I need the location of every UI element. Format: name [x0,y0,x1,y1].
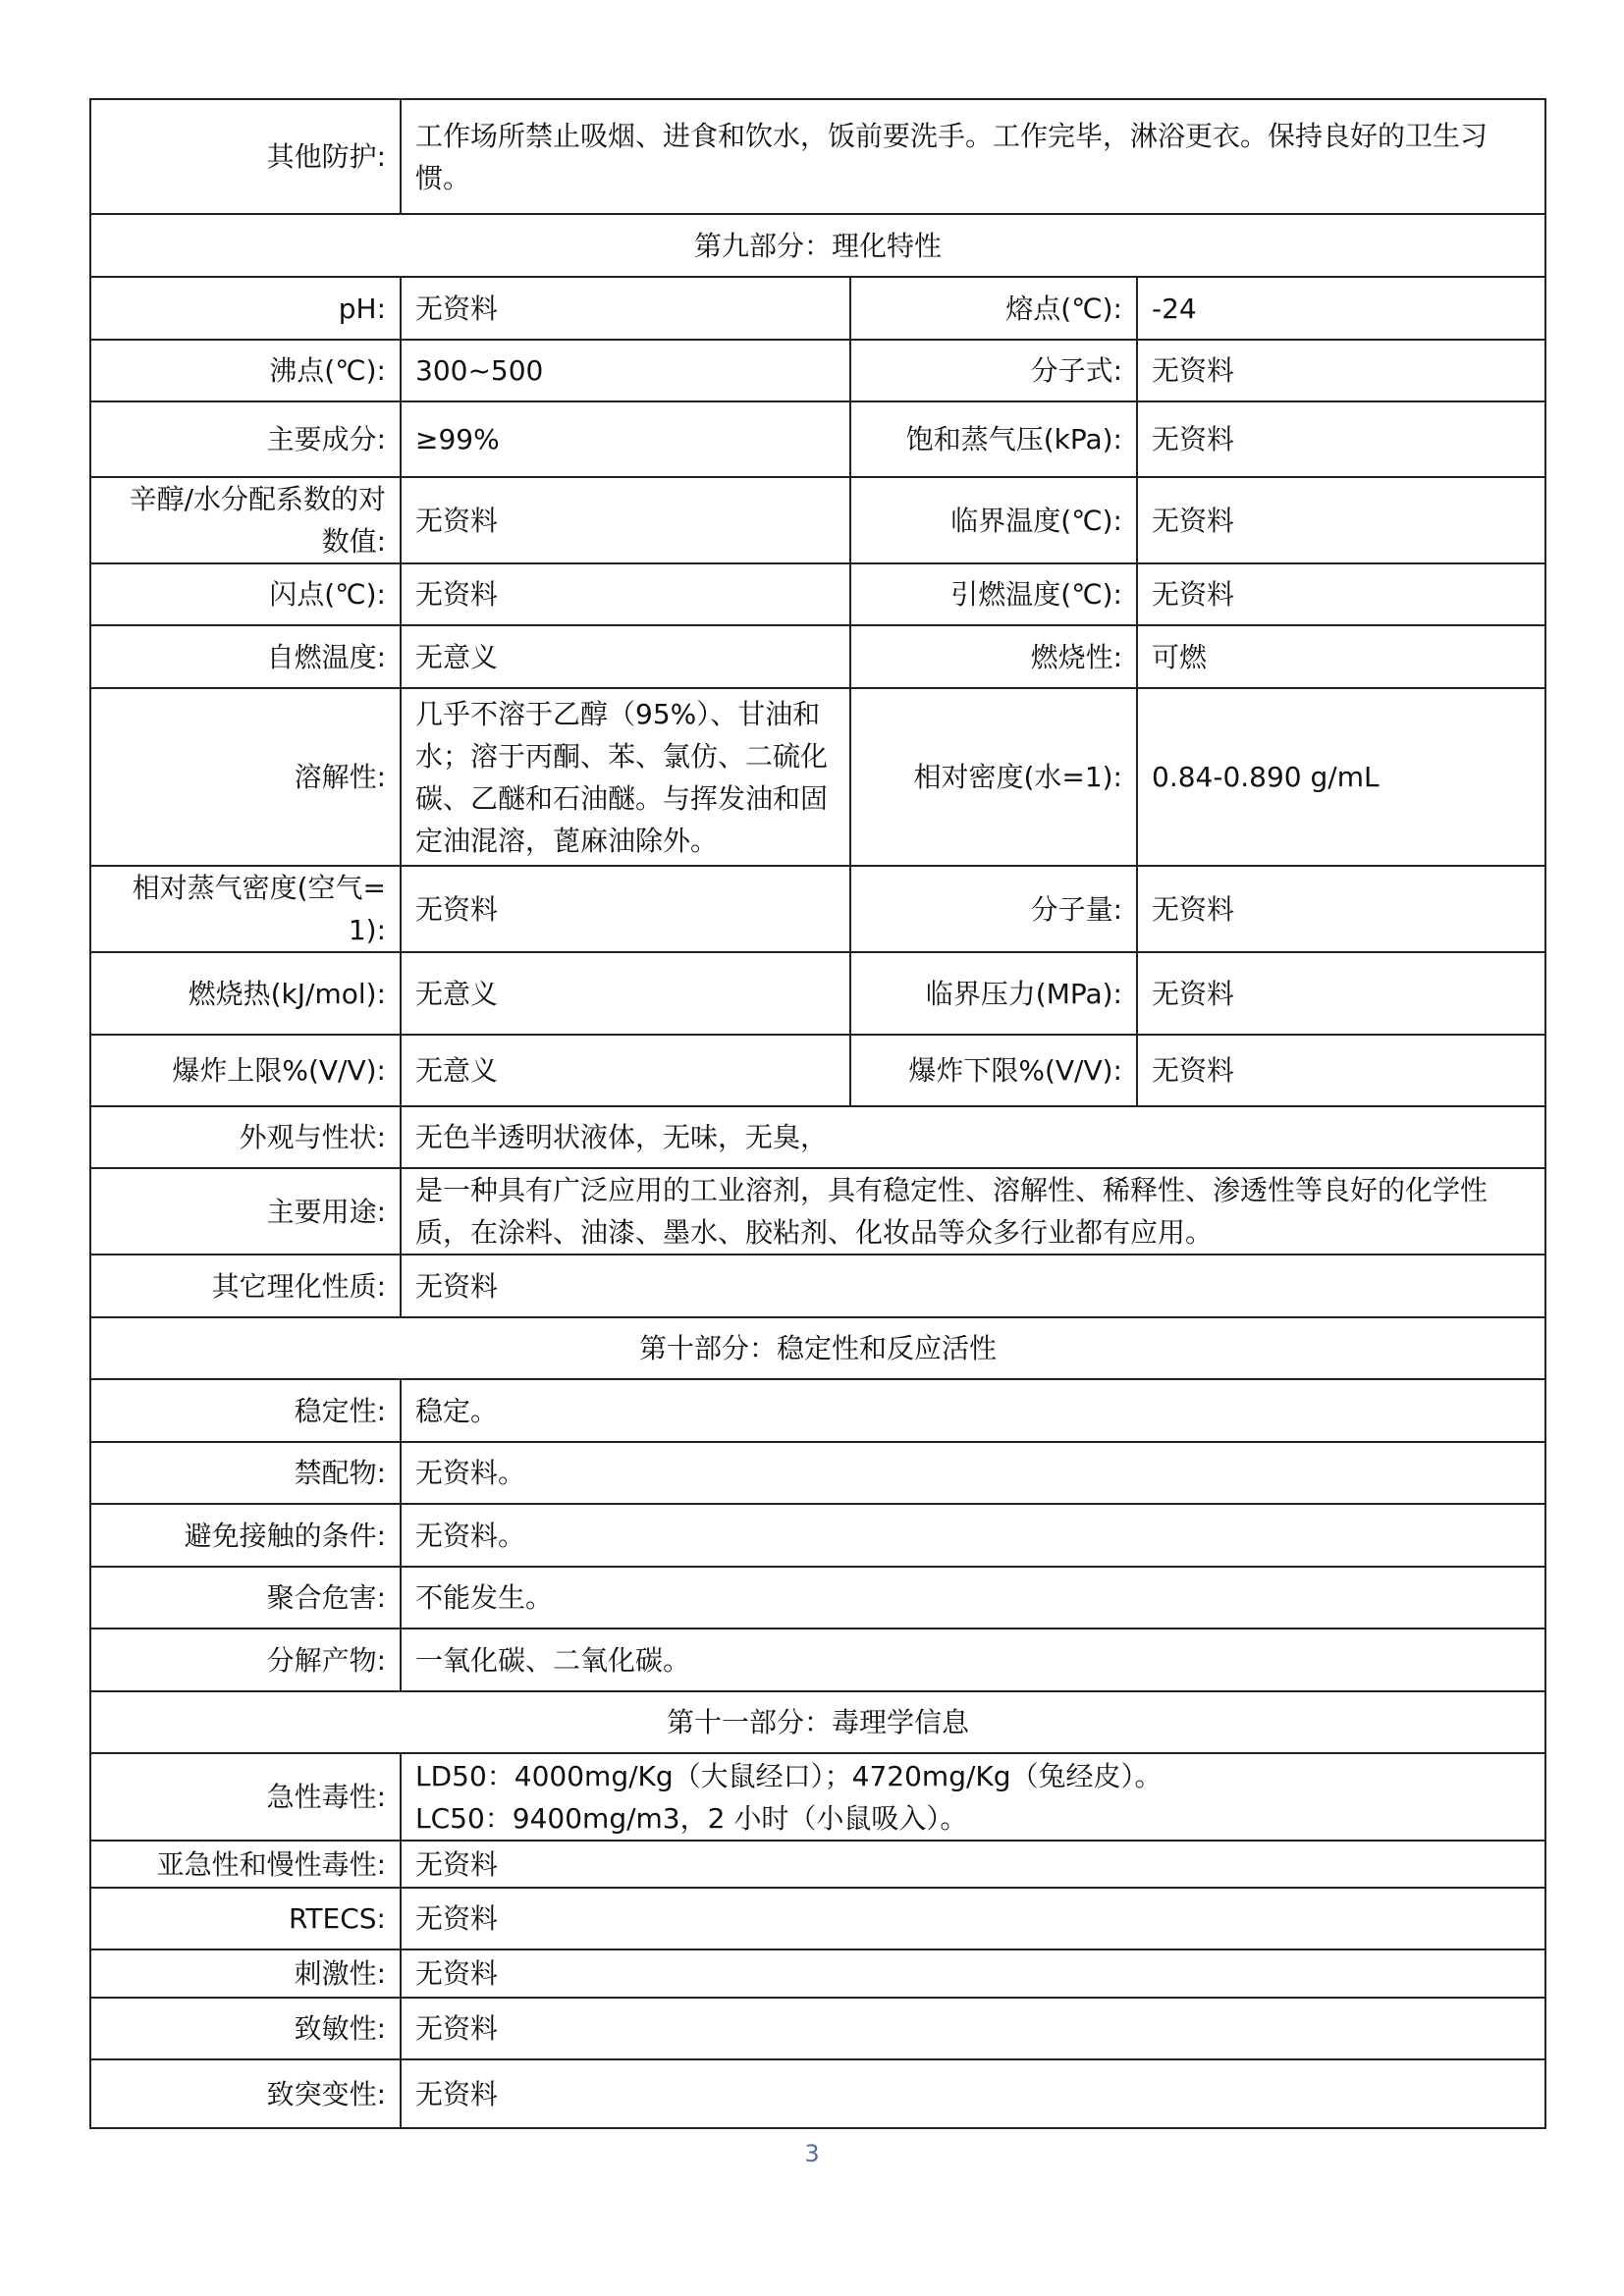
property-label: 辛醇/水分配系数的对数值: [90,477,401,563]
property-value: 几乎不溶于乙醇（95%）、甘油和水；溶于丙酮、苯、氯仿、二硫化碳、乙醚和石油醚。与挥发油和固定油混溶，蓖麻油除外。 [401,688,850,866]
property-value: 无资料 [1137,952,1545,1035]
property-value: 无资料 [401,1888,1545,1949]
section-title: 第十部分：稳定性和反应活性 [90,1317,1545,1379]
property-label: 闪点(℃): [90,563,401,625]
property-label: 致敏性: [90,1998,401,2059]
property-value: 无资料 [401,1998,1545,2059]
property-label: 禁配物: [90,1442,401,1504]
property-label: 致突变性: [90,2059,401,2128]
property-label: 急性毒性: [90,1753,401,1841]
property-label: 熔点(℃): [850,277,1137,340]
section-title: 第九部分：理化特性 [90,214,1545,277]
property-label: RTECS: [90,1888,401,1949]
property-label: 引燃温度(℃): [850,563,1137,625]
property-value: 无资料 [401,277,850,340]
section-11-header [90,1691,1545,1753]
msds-table [89,98,1546,2129]
property-label: 燃烧性: [850,625,1137,688]
property-row [90,2059,1545,2128]
property-value: 无资料。 [401,1504,1545,1567]
property-value: 无资料 [1137,340,1545,401]
property-value: 无资料 [401,1841,1545,1888]
property-value: 无资料 [1137,477,1545,563]
property-value: 无资料 [401,866,850,952]
property-row [90,1949,1545,1998]
property-row [90,1888,1545,1949]
property-value: 无色半透明状液体，无味，无臭， [401,1106,1545,1168]
property-label: 沸点(℃): [90,340,401,401]
property-value: 无意义 [401,952,850,1035]
property-row [90,1035,1545,1106]
page-number: 3 [804,2140,820,2167]
section-9-header [90,214,1545,277]
property-value: 无资料 [401,1255,1545,1317]
property-value: 无资料 [401,477,850,563]
property-value: 0.84-0.890 g/mL [1137,688,1545,866]
property-row [90,401,1545,477]
property-value: -24 [1137,277,1545,340]
property-row [90,563,1545,625]
property-label: 分子式: [850,340,1137,401]
property-value: 无资料 [401,2059,1545,2128]
property-label: 饱和蒸气压(kPa): [850,401,1137,477]
property-label: 自燃温度: [90,625,401,688]
property-value: 无资料 [401,1949,1545,1998]
property-row [90,340,1545,401]
property-value: 是一种具有广泛应用的工业溶剂，具有稳定性、溶解性、稀释性、渗透性等良好的化学性质，在涂料、油漆、墨水、胶粘剂、化妆品等众多行业都有应用。 [401,1168,1545,1255]
property-label: 聚合危害: [90,1567,401,1629]
property-label: 主要用途: [90,1168,401,1255]
property-row [90,1629,1545,1691]
lc50-line: LC50：9400mg/m3，2 小时（小鼠吸入）。 [415,1801,968,1835]
property-label: 外观与性状: [90,1106,401,1168]
property-row [90,1106,1545,1168]
property-value: 不能发生。 [401,1567,1545,1629]
section-title: 第十一部分：毒理学信息 [90,1691,1545,1753]
property-value: 一氧化碳、二氧化碳。 [401,1629,1545,1691]
property-label: 分解产物: [90,1629,401,1691]
property-row [90,1504,1545,1567]
property-label: 溶解性: [90,688,401,866]
property-row [90,625,1545,688]
property-value: 无资料 [1137,401,1545,477]
property-label: 稳定性: [90,1379,401,1442]
property-row [90,1255,1545,1317]
property-label: 分子量: [850,866,1137,952]
property-value: 无意义 [401,625,850,688]
other-protection-label: 其他防护: [90,99,401,214]
property-value: 无意义 [401,1035,850,1106]
property-label: 其它理化性质: [90,1255,401,1317]
property-value: 无资料 [1137,1035,1545,1106]
property-label: 避免接触的条件: [90,1504,401,1567]
property-row [90,1753,1545,1841]
property-row [90,477,1545,563]
section-10-header [90,1317,1545,1379]
property-row [90,866,1545,952]
property-label: 临界温度(℃): [850,477,1137,563]
property-value: ≥99% [401,401,850,477]
property-row [90,1168,1545,1255]
acute-toxicity-value [401,1753,1545,1841]
property-row [90,1442,1545,1504]
property-label: 刺激性: [90,1949,401,1998]
property-label: 亚急性和慢性毒性: [90,1841,401,1888]
property-value: 无资料 [1137,866,1545,952]
property-row [90,277,1545,340]
other-protection-row [90,99,1545,214]
property-label: 临界压力(MPa): [850,952,1137,1035]
property-label: pH: [90,277,401,340]
property-label: 主要成分: [90,401,401,477]
other-protection-value: 工作场所禁止吸烟、进食和饮水，饭前要洗手。工作完毕，淋浴更衣。保持良好的卫生习惯。 [401,99,1545,214]
property-row [90,952,1545,1035]
property-row [90,1998,1545,2059]
property-row [90,1841,1545,1888]
property-row [90,688,1545,866]
property-label: 相对蒸气密度(空气=1): [90,866,401,952]
property-value: 可燃 [1137,625,1545,688]
property-row [90,1379,1545,1442]
property-value: 无资料。 [401,1442,1545,1504]
property-row [90,1567,1545,1629]
property-value: 无资料 [401,563,850,625]
property-label: 爆炸上限%(V/V): [90,1035,401,1106]
property-value: 稳定。 [401,1379,1545,1442]
ld50-line: LD50：4000mg/Kg（大鼠经口）；4720mg/Kg（兔经皮）。 [415,1759,1163,1792]
property-value: 无资料 [1137,563,1545,625]
property-value: 300~500 [401,340,850,401]
property-label: 爆炸下限%(V/V): [850,1035,1137,1106]
property-label: 燃烧热(kJ/mol): [90,952,401,1035]
property-label: 相对密度(水=1): [850,688,1137,866]
